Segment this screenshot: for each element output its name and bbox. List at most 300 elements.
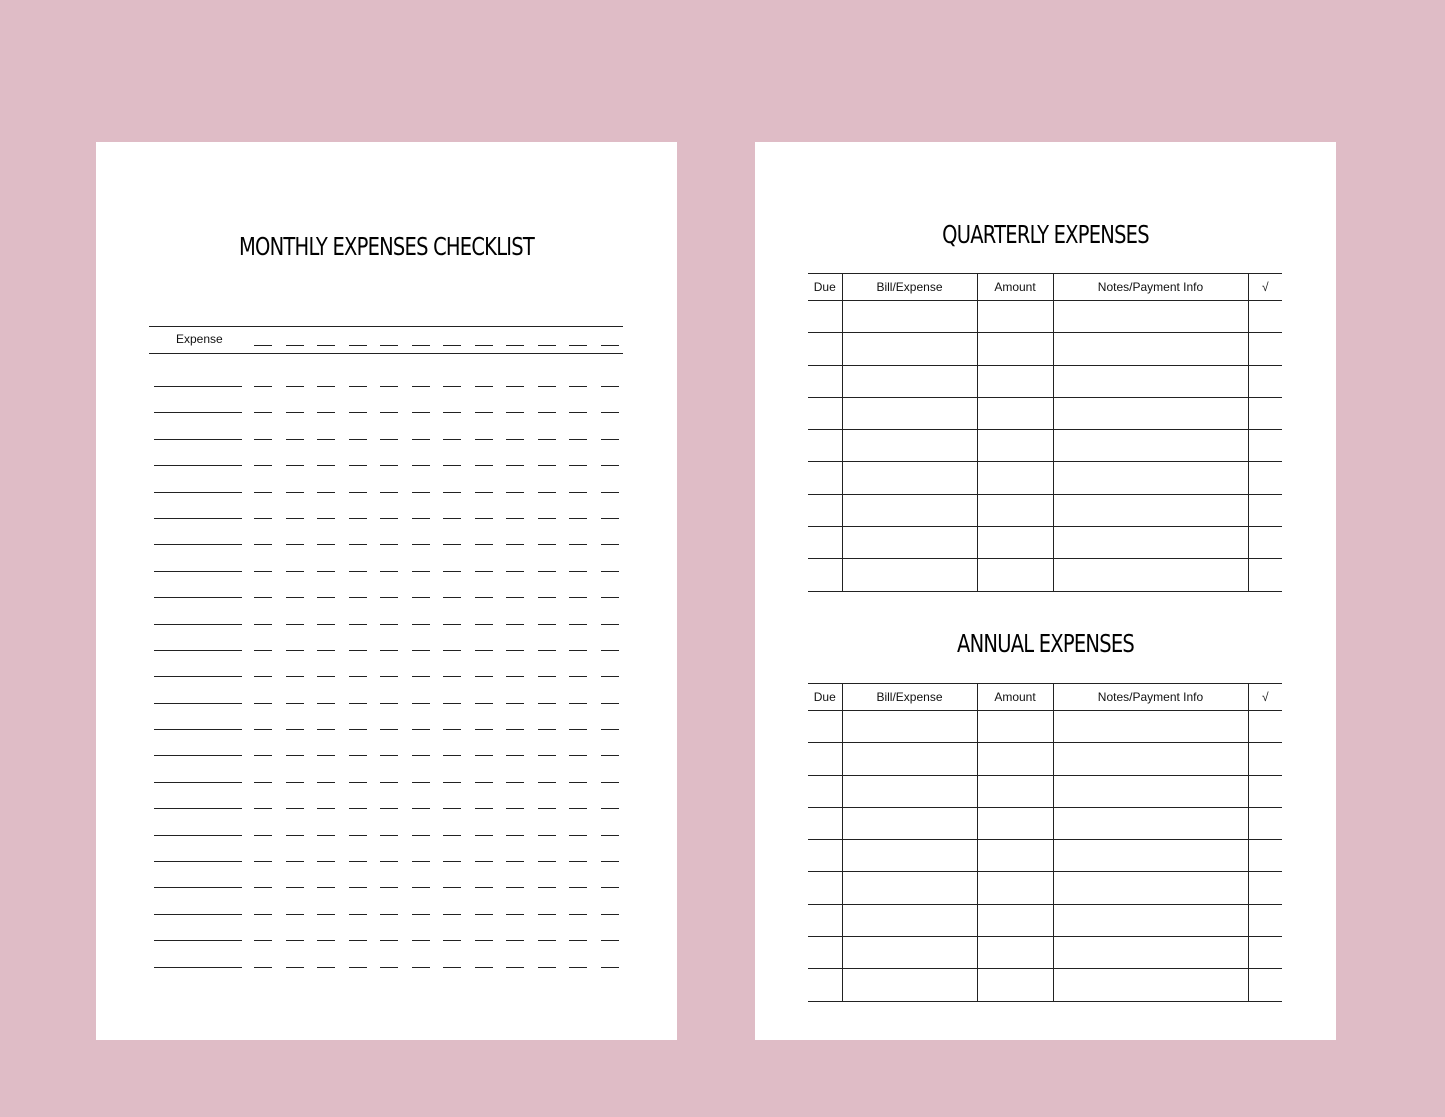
month-column-blank — [569, 624, 587, 625]
table-row — [808, 807, 1282, 839]
table-cell — [1248, 430, 1282, 462]
month-column-blank — [538, 544, 556, 545]
table-row — [808, 711, 1282, 743]
table-row — [808, 365, 1282, 397]
table-cell — [977, 807, 1053, 839]
table-cell — [977, 969, 1053, 1001]
month-column-blank — [380, 967, 398, 968]
month-column-blank — [349, 676, 367, 677]
month-column-blank — [317, 703, 335, 704]
table-cell — [1053, 430, 1248, 462]
list-item — [149, 444, 623, 470]
month-column-blank — [349, 703, 367, 704]
month-column-blank — [443, 571, 461, 572]
table-cell — [1248, 743, 1282, 775]
month-column-blank — [475, 492, 493, 493]
table-row — [808, 969, 1282, 1001]
month-column-blank — [254, 492, 272, 493]
table-cell — [1053, 527, 1248, 559]
month-column-blank — [380, 782, 398, 783]
month-column-blank — [569, 887, 587, 888]
month-column-blank — [286, 808, 304, 809]
month-column-blank — [506, 518, 524, 519]
month-column-blank — [475, 412, 493, 413]
table-cell — [808, 969, 842, 1001]
month-column-blank — [380, 729, 398, 730]
month-column-blank — [538, 492, 556, 493]
month-column-blank — [506, 650, 524, 651]
table-cell — [842, 743, 977, 775]
month-column-blank — [601, 808, 619, 809]
month-column-blank — [538, 940, 556, 941]
month-column-blank — [412, 345, 430, 346]
month-column-blank — [443, 782, 461, 783]
month-column-blank — [412, 729, 430, 730]
month-column-blank — [254, 386, 272, 387]
month-column-blank — [506, 835, 524, 836]
table-row — [808, 494, 1282, 526]
table-row — [808, 301, 1282, 333]
month-column-blank — [317, 835, 335, 836]
list-item — [149, 471, 623, 497]
table-cell — [808, 872, 842, 904]
month-column-blank — [286, 465, 304, 466]
month-column-blank — [475, 967, 493, 968]
month-column-blank — [538, 676, 556, 677]
month-column-blank — [317, 412, 335, 413]
month-column-blank — [286, 624, 304, 625]
month-column-blank — [569, 967, 587, 968]
table-cell — [808, 743, 842, 775]
month-column-blank — [349, 544, 367, 545]
table-cell — [1248, 365, 1282, 397]
table-cell — [1248, 937, 1282, 969]
table-cell — [1248, 462, 1282, 494]
table-row — [808, 333, 1282, 365]
month-column-blank — [443, 755, 461, 756]
table-row — [808, 872, 1282, 904]
table-cell — [842, 775, 977, 807]
table-cell — [1248, 397, 1282, 429]
month-column-blank — [286, 914, 304, 915]
month-column-blank — [412, 808, 430, 809]
month-column-blank — [254, 624, 272, 625]
annual-table — [808, 683, 1282, 1002]
month-column-blank — [286, 518, 304, 519]
expense-blank — [154, 650, 242, 651]
table-row — [808, 743, 1282, 775]
month-column-blank — [569, 345, 587, 346]
table-cell — [1248, 872, 1282, 904]
expense-blank — [154, 887, 242, 888]
table-cell — [977, 840, 1053, 872]
bill-expense-header: Bill/Expense — [842, 684, 977, 711]
table-cell — [977, 743, 1053, 775]
month-column-blank — [601, 940, 619, 941]
table-header-row — [808, 274, 1282, 301]
table-cell — [977, 527, 1053, 559]
month-column-blank — [349, 755, 367, 756]
month-column-blank — [538, 782, 556, 783]
month-column-blank — [349, 571, 367, 572]
list-item — [149, 893, 623, 919]
month-column-blank — [286, 492, 304, 493]
month-column-blank — [317, 439, 335, 440]
month-column-blank — [569, 439, 587, 440]
list-item — [149, 840, 623, 866]
table-row — [808, 430, 1282, 462]
table-cell — [842, 397, 977, 429]
table-cell — [808, 527, 842, 559]
list-item — [149, 761, 623, 787]
month-column-blank — [412, 703, 430, 704]
month-column-blank — [601, 782, 619, 783]
month-column-blank — [538, 650, 556, 651]
month-column-blank — [443, 439, 461, 440]
month-column-blank — [317, 676, 335, 677]
annual-title: ANNUAL EXPENSES — [957, 629, 1134, 658]
table-cell — [977, 494, 1053, 526]
table-cell — [842, 365, 977, 397]
table-cell — [977, 711, 1053, 743]
month-column-blank — [443, 703, 461, 704]
month-column-blank — [254, 861, 272, 862]
list-item — [149, 523, 623, 549]
expense-blank — [154, 544, 242, 545]
expense-blank — [154, 412, 242, 413]
month-column-blank — [380, 439, 398, 440]
month-column-blank — [349, 861, 367, 862]
table-row — [808, 559, 1282, 591]
list-item — [149, 365, 623, 391]
amount-header: Amount — [977, 274, 1053, 301]
month-column-blank — [601, 518, 619, 519]
month-column-blank — [412, 518, 430, 519]
annual-rows — [808, 711, 1282, 1002]
month-column-blank — [412, 571, 430, 572]
month-column-blank — [286, 439, 304, 440]
month-column-blank — [506, 345, 524, 346]
table-cell — [1248, 559, 1282, 591]
table-cell — [977, 559, 1053, 591]
month-column-blank — [569, 755, 587, 756]
month-column-blank — [506, 808, 524, 809]
month-column-blank — [601, 439, 619, 440]
table-cell — [842, 904, 977, 936]
list-item — [149, 655, 623, 681]
month-column-blank — [254, 439, 272, 440]
month-column-blank — [443, 835, 461, 836]
expense-blank — [154, 967, 242, 968]
month-column-blank — [538, 914, 556, 915]
month-column-blank — [506, 755, 524, 756]
month-column-blank — [412, 835, 430, 836]
month-column-blank — [349, 386, 367, 387]
month-column-blank — [475, 597, 493, 598]
month-column-blank — [569, 492, 587, 493]
month-column-blank — [349, 345, 367, 346]
month-column-blank — [506, 887, 524, 888]
table-cell — [1053, 559, 1248, 591]
month-column-blank — [412, 597, 430, 598]
month-column-blank — [317, 345, 335, 346]
month-column-blank — [317, 967, 335, 968]
expense-blank — [154, 492, 242, 493]
month-column-blank — [538, 571, 556, 572]
table-cell — [808, 937, 842, 969]
month-column-blank — [569, 703, 587, 704]
month-column-blank — [349, 465, 367, 466]
table-header-row — [808, 684, 1282, 711]
month-column-blank — [601, 386, 619, 387]
quarterly-annual-page — [755, 142, 1336, 1040]
month-column-blank — [380, 518, 398, 519]
table-cell — [1248, 807, 1282, 839]
month-column-blank — [349, 518, 367, 519]
month-column-blank — [443, 345, 461, 346]
list-item — [149, 418, 623, 444]
month-column-blank — [506, 439, 524, 440]
month-column-blank — [538, 386, 556, 387]
month-column-blank — [380, 597, 398, 598]
table-cell — [842, 333, 977, 365]
month-column-blank — [254, 835, 272, 836]
month-column-blank — [601, 703, 619, 704]
table-row — [808, 937, 1282, 969]
month-column-blank — [443, 729, 461, 730]
list-item — [149, 946, 623, 972]
month-column-blank — [286, 703, 304, 704]
list-item — [149, 866, 623, 892]
monthly-title: MONTHLY EXPENSES CHECKLIST — [239, 232, 534, 261]
month-column-blank — [317, 465, 335, 466]
month-column-blank — [349, 650, 367, 651]
table-cell — [1053, 775, 1248, 807]
month-column-blank — [286, 571, 304, 572]
table-cell — [1248, 301, 1282, 333]
table-cell — [842, 462, 977, 494]
table-cell — [1248, 527, 1282, 559]
month-column-blank — [569, 412, 587, 413]
month-column-blank — [475, 650, 493, 651]
month-column-blank — [317, 571, 335, 572]
table-cell — [1053, 872, 1248, 904]
month-column-blank — [538, 703, 556, 704]
month-column-blank — [569, 571, 587, 572]
month-column-blank — [286, 967, 304, 968]
table-cell — [808, 559, 842, 591]
month-column-blank — [286, 729, 304, 730]
month-column-blank — [538, 518, 556, 519]
quarterly-table — [808, 273, 1282, 592]
month-column-blank — [380, 544, 398, 545]
month-column-blank — [380, 624, 398, 625]
expense-blank — [154, 624, 242, 625]
month-column-blank — [506, 940, 524, 941]
month-column-blank — [538, 808, 556, 809]
month-column-blank — [349, 492, 367, 493]
expense-blank — [154, 835, 242, 836]
list-item — [149, 603, 623, 629]
expense-blank — [154, 703, 242, 704]
due-header: Due — [808, 274, 842, 301]
month-column-blank — [569, 544, 587, 545]
month-column-blank — [380, 345, 398, 346]
expense-blank — [154, 861, 242, 862]
month-column-blank — [317, 492, 335, 493]
month-column-blank — [254, 597, 272, 598]
month-column-blank — [380, 650, 398, 651]
month-column-blank — [601, 729, 619, 730]
list-item — [149, 682, 623, 708]
month-column-blank — [569, 386, 587, 387]
table-cell — [1053, 333, 1248, 365]
expense-blank — [154, 782, 242, 783]
month-column-blank — [475, 345, 493, 346]
month-column-blank — [475, 703, 493, 704]
month-column-blank — [286, 940, 304, 941]
month-column-blank — [317, 597, 335, 598]
month-column-blank — [601, 967, 619, 968]
month-column-blank — [475, 571, 493, 572]
month-column-blank — [412, 676, 430, 677]
month-column-blank — [506, 676, 524, 677]
month-column-blank — [349, 967, 367, 968]
month-column-blank — [443, 940, 461, 941]
month-column-blank — [601, 624, 619, 625]
table-cell — [808, 462, 842, 494]
month-column-blank — [286, 650, 304, 651]
table-cell — [842, 559, 977, 591]
table-cell — [1053, 301, 1248, 333]
month-column-blank — [254, 782, 272, 783]
quarterly-rows — [808, 301, 1282, 592]
month-column-blank — [412, 650, 430, 651]
table-row — [808, 840, 1282, 872]
expense-blank — [154, 729, 242, 730]
month-column-blank — [601, 755, 619, 756]
table-cell — [1248, 775, 1282, 807]
month-column-blank — [475, 940, 493, 941]
month-column-blank — [601, 492, 619, 493]
table-cell — [842, 872, 977, 904]
table-cell — [808, 775, 842, 807]
month-column-blank — [317, 782, 335, 783]
month-column-blank — [569, 518, 587, 519]
month-column-blank — [506, 597, 524, 598]
table-cell — [808, 365, 842, 397]
month-column-blank — [475, 729, 493, 730]
expense-blank — [154, 755, 242, 756]
expense-blank — [154, 914, 242, 915]
month-column-blank — [475, 808, 493, 809]
expense-column-label: Expense — [176, 332, 223, 346]
expense-blank — [154, 518, 242, 519]
month-column-blank — [349, 412, 367, 413]
month-column-blank — [569, 650, 587, 651]
table-cell — [1053, 840, 1248, 872]
month-column-blank — [380, 676, 398, 677]
month-column-blank — [443, 465, 461, 466]
table-cell — [808, 711, 842, 743]
month-column-blank — [349, 439, 367, 440]
month-column-blank — [443, 624, 461, 625]
month-column-blank — [538, 755, 556, 756]
month-column-blank — [254, 887, 272, 888]
month-column-blank — [569, 861, 587, 862]
month-column-blank — [412, 439, 430, 440]
month-column-blank — [317, 650, 335, 651]
month-column-blank — [412, 782, 430, 783]
month-column-blank — [443, 492, 461, 493]
month-column-blank — [506, 492, 524, 493]
month-column-blank — [475, 386, 493, 387]
table-cell — [977, 872, 1053, 904]
table-cell — [808, 904, 842, 936]
month-column-blank — [538, 439, 556, 440]
month-column-blank — [475, 465, 493, 466]
expense-blank — [154, 465, 242, 466]
month-column-blank — [569, 465, 587, 466]
month-column-blank — [601, 861, 619, 862]
month-column-blank — [601, 887, 619, 888]
list-item — [149, 550, 623, 576]
month-column-blank — [412, 386, 430, 387]
month-column-blank — [601, 345, 619, 346]
expense-blank — [154, 571, 242, 572]
table-cell — [1053, 365, 1248, 397]
month-column-blank — [286, 544, 304, 545]
table-cell — [808, 840, 842, 872]
month-column-blank — [317, 544, 335, 545]
month-column-blank — [506, 465, 524, 466]
month-column-blank — [412, 914, 430, 915]
month-column-blank — [254, 412, 272, 413]
month-column-blank — [380, 808, 398, 809]
table-cell — [808, 397, 842, 429]
monthly-checklist — [149, 326, 623, 972]
month-column-blank — [286, 861, 304, 862]
month-column-blank — [412, 861, 430, 862]
table-cell — [1248, 711, 1282, 743]
month-column-blank — [380, 914, 398, 915]
table-cell — [977, 397, 1053, 429]
table-cell — [842, 430, 977, 462]
table-cell — [1053, 462, 1248, 494]
month-column-blank — [349, 914, 367, 915]
table-cell — [977, 301, 1053, 333]
month-column-blank — [254, 345, 272, 346]
month-column-blank — [475, 887, 493, 888]
table-row — [808, 462, 1282, 494]
month-column-blank — [506, 386, 524, 387]
month-column-blank — [506, 571, 524, 572]
quarterly-title: QUARTERLY EXPENSES — [942, 220, 1149, 249]
month-column-blank — [475, 782, 493, 783]
month-column-blank — [538, 597, 556, 598]
check-header: √ — [1248, 684, 1282, 711]
expense-blank — [154, 597, 242, 598]
list-item — [149, 391, 623, 417]
month-column-blank — [317, 808, 335, 809]
expense-blank — [154, 386, 242, 387]
month-column-blank — [601, 597, 619, 598]
month-column-blank — [254, 755, 272, 756]
table-row — [808, 527, 1282, 559]
month-column-blank — [569, 729, 587, 730]
month-column-blank — [317, 887, 335, 888]
month-column-blank — [538, 861, 556, 862]
